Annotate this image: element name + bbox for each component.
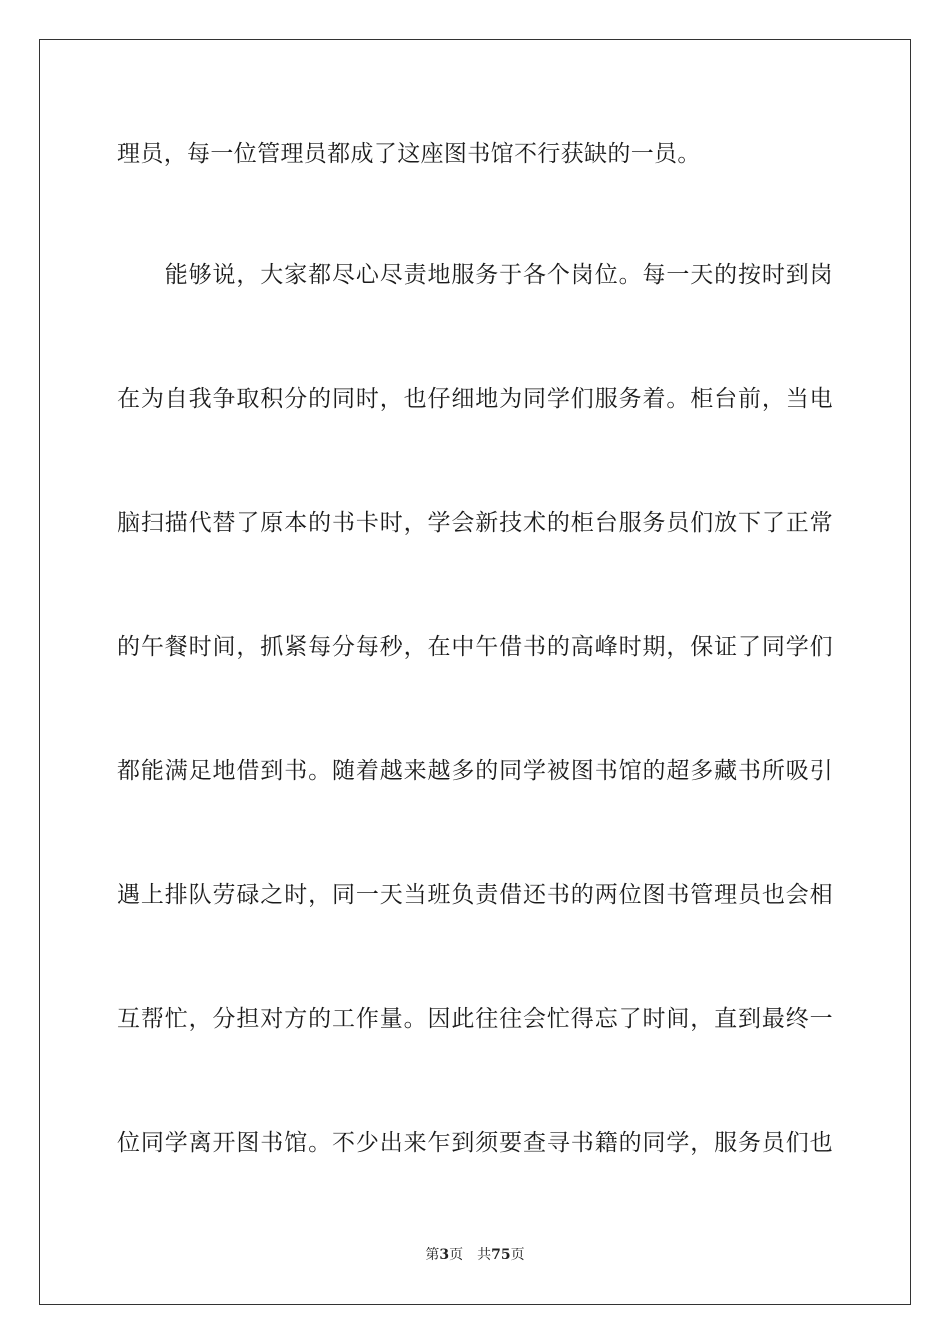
text-line-7: 遇上排队劳碌之时，同一天当班负责借还书的两位图书管理员也会相 xyxy=(117,882,833,908)
total-pages: 75 xyxy=(491,1247,511,1263)
page-suffix: 页 xyxy=(449,1247,464,1263)
page-footer xyxy=(0,1245,950,1265)
page-prefix: 第 xyxy=(425,1247,440,1263)
total-suffix: 页 xyxy=(510,1247,525,1263)
text-line-8: 互帮忙，分担对方的工作量。因此往往会忙得忘了时间，直到最终一 xyxy=(117,1006,833,1032)
text-line-1: 理员，每一位管理员都成了这座图书馆不行获缺的一员。 xyxy=(117,141,701,167)
text-line-2: 能够说，大家都尽心尽责地服务于各个岗位。每一天的按时到岗 xyxy=(117,262,833,288)
text-line-4: 脑扫描代替了原本的书卡时，学会新技术的柜台服务员们放下了正常 xyxy=(117,510,833,536)
page-border xyxy=(39,39,911,1305)
total-prefix: 共 xyxy=(477,1247,492,1263)
text-line-3: 在为自我争取积分的同时，也仔细地为同学们服务着。柜台前，当电 xyxy=(117,386,833,412)
text-line-5: 的午餐时间，抓紧每分每秒，在中午借书的高峰时期，保证了同学们 xyxy=(117,634,833,660)
text-line-9: 位同学离开图书馆。不少出来乍到须要查寻书籍的同学，服务员们也 xyxy=(117,1130,833,1156)
page-number: 3 xyxy=(439,1247,450,1263)
text-line-6: 都能满足地借到书。随着越来越多的同学被图书馆的超多藏书所吸引 xyxy=(117,758,833,784)
